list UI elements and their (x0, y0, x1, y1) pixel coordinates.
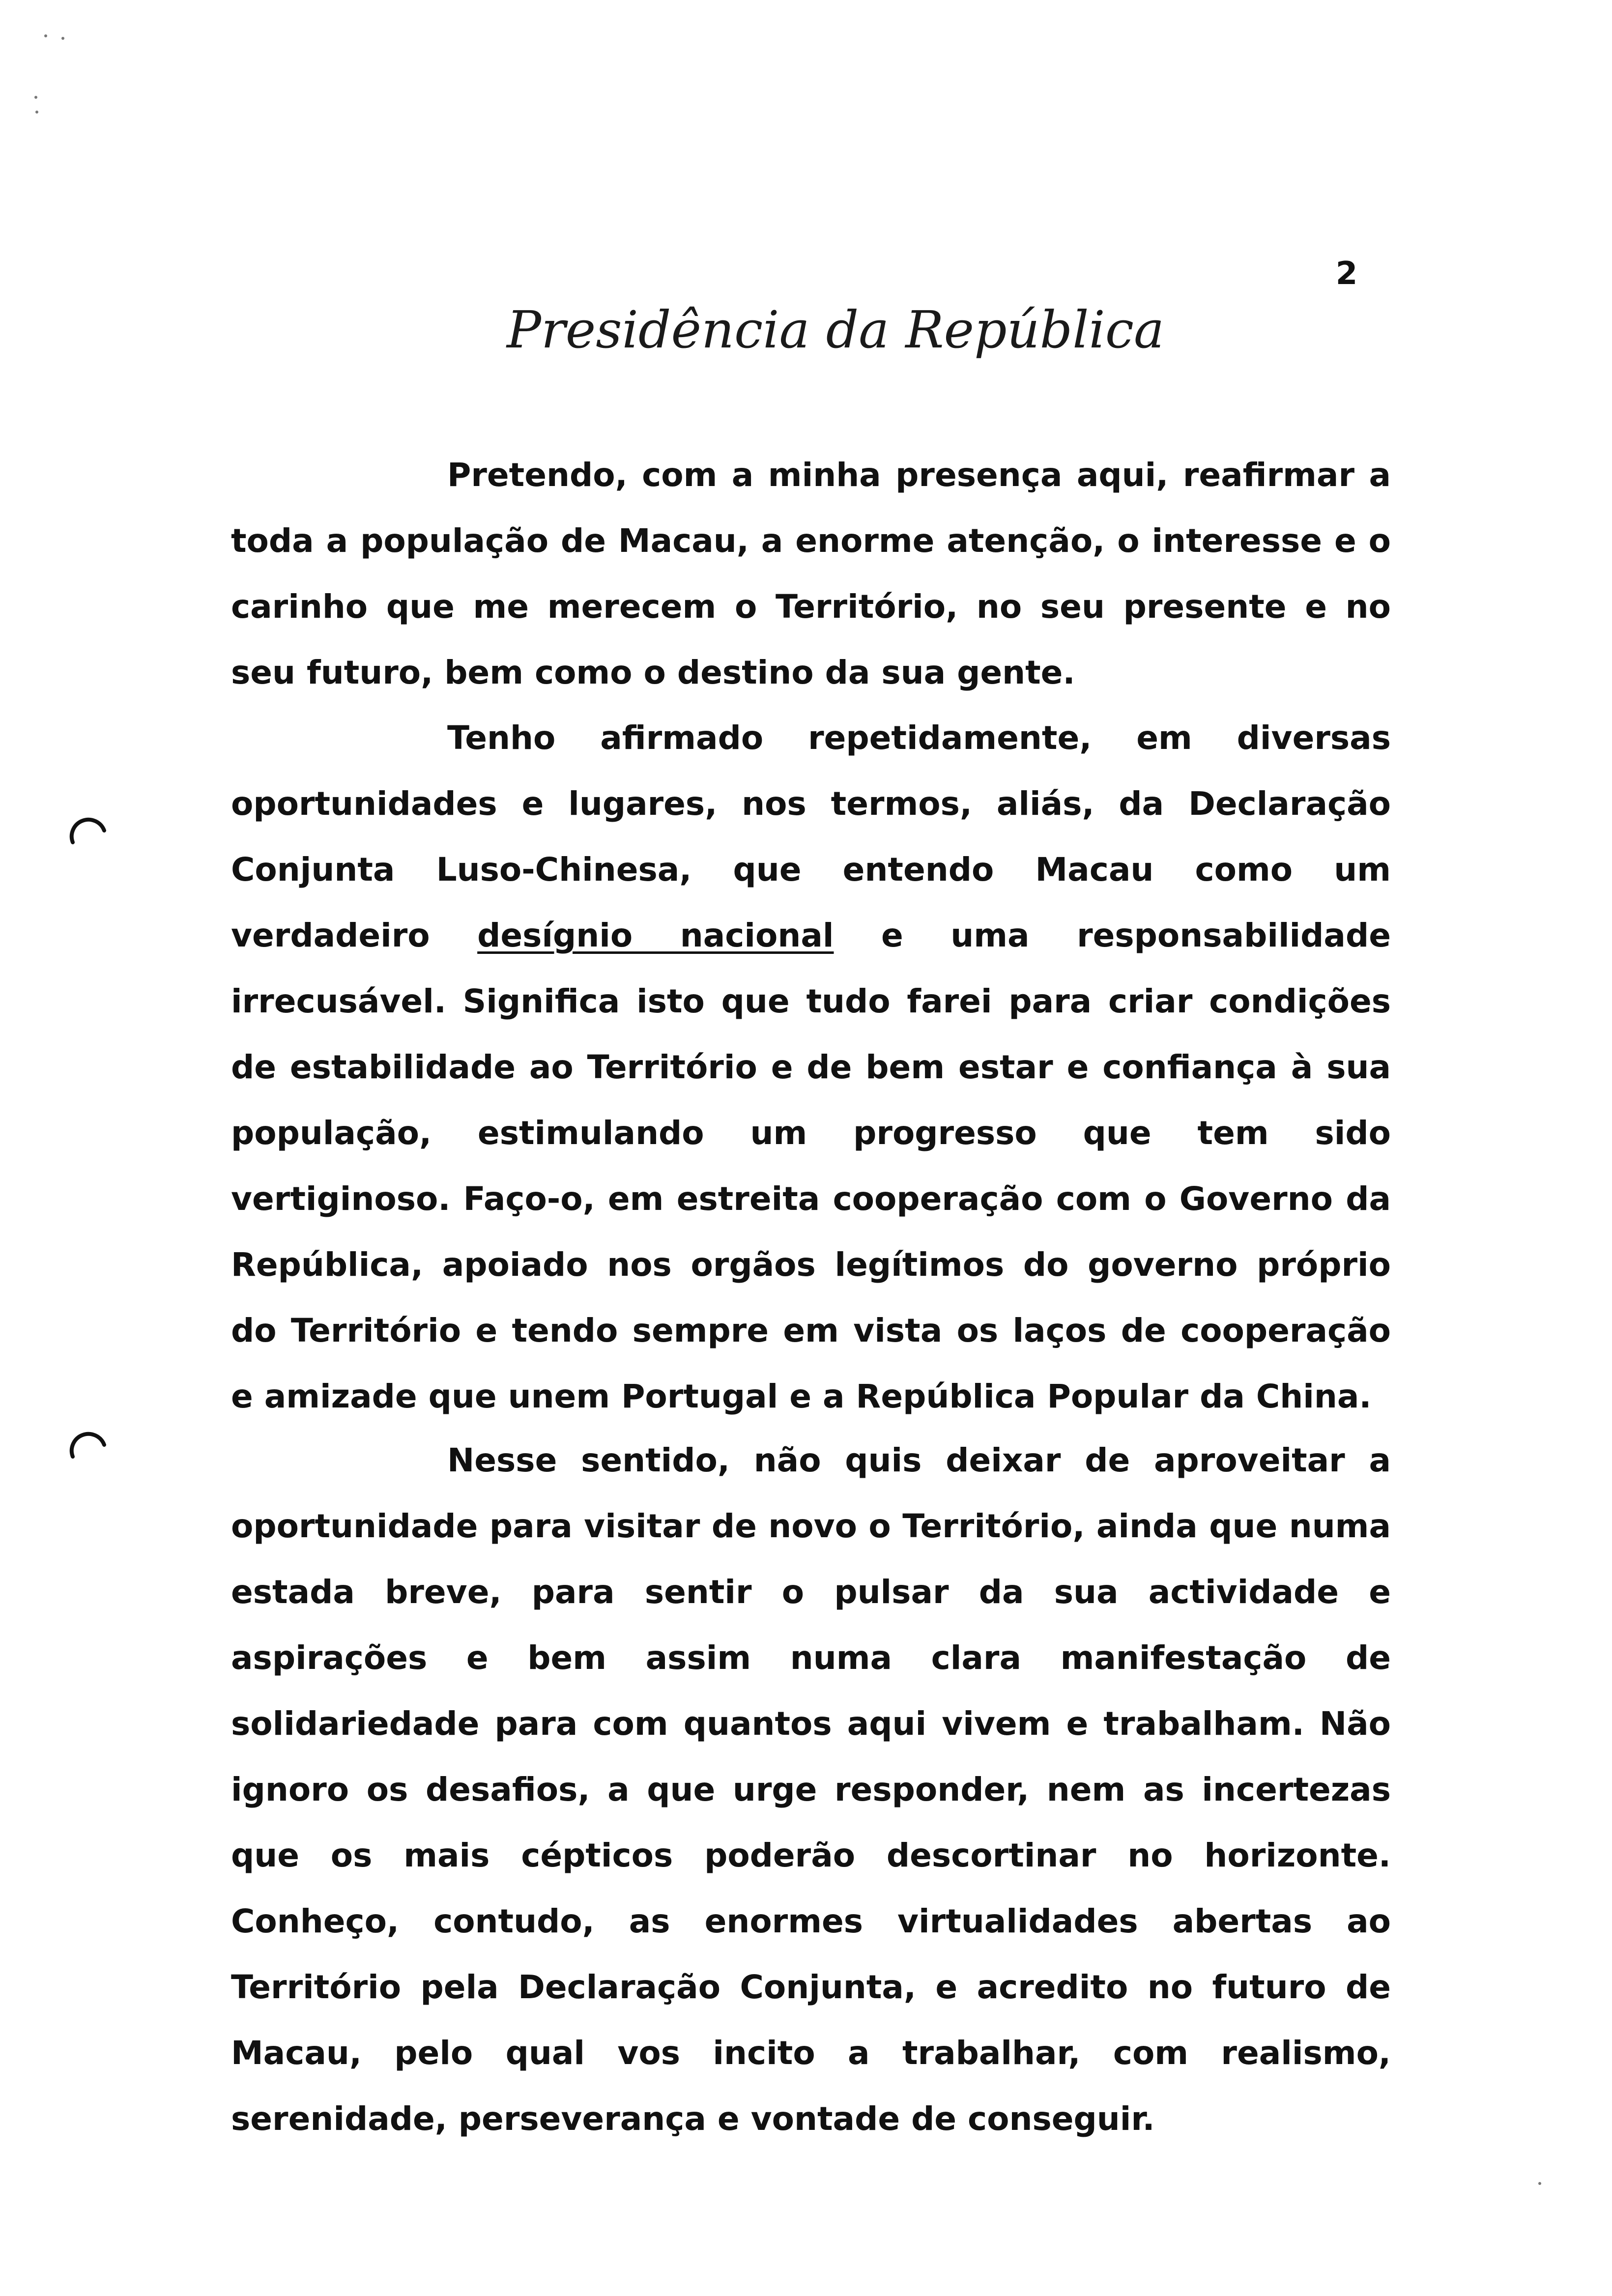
scan-speck (35, 111, 38, 114)
punch-hole-mark-icon (69, 811, 108, 845)
body-paragraph-1: Pretendo, com a minha presença aqui, reafirmar a toda a população de Macau, a enorme atenção, o interesse e o carinho que me merecem o Território, no seu presente e no seu futuro, bem como o destino da sua gente. (231, 456, 1391, 691)
paragraph-2-text-before: Tenho afirmado repetidamente, em diversas oportunidades e lugares, nos termos, aliás, da Declaração Conjunta Luso-Chinesa, que entendo Macau como um verdadeiro (231, 719, 1391, 954)
body-paragraph-2 (231, 705, 1391, 1430)
body-paragraph-3: Nesse sentido, não quis deixar de aproveitar a oportunidade para visitar de novo o Território, ainda que numa estada breve, para sentir o pulsar da sua actividade e aspirações e bem assim numa clara manifestação de solidariedade para com quantos aqui vivem e trabalham. Não ignoro os desafios, a que urge responder, nem as incertezas que os mais cépticos poderão descortinar no horizonte. Conheço, contudo, as enormes virtualidades abertas ao Território pela Declaração Conjunta, e acredito no futuro de Macau, pelo qual vos incito a trabalhar, com realismo, serenidade, perseverança e vontade de conseguir. (231, 1441, 1391, 2138)
underlined-phrase: desígnio nacional (477, 917, 834, 954)
letterhead-title: Presidência da República (507, 300, 1164, 360)
punch-hole-mark-icon (69, 1425, 108, 1460)
paragraph-2-text-after: e uma responsabilidade irrecusável. Significa isto que tudo farei para criar condições de estabilidade ao Território e de bem estar e confiança à sua população, estimulando um progresso que tem sido vertiginoso. Faço-o, em estreita cooperação com o Governo da República, apoiado nos orgãos legítimos do governo próprio do Território e tendo sempre em vista os laços de cooperação e amizade que unem Portugal e a República Popular da China. (231, 917, 1391, 1415)
scan-speck (61, 37, 64, 40)
page-number: 2 (1335, 256, 1358, 292)
scan-speck (1538, 2182, 1541, 2185)
scan-speck (34, 96, 37, 99)
scan-speck (44, 34, 47, 37)
